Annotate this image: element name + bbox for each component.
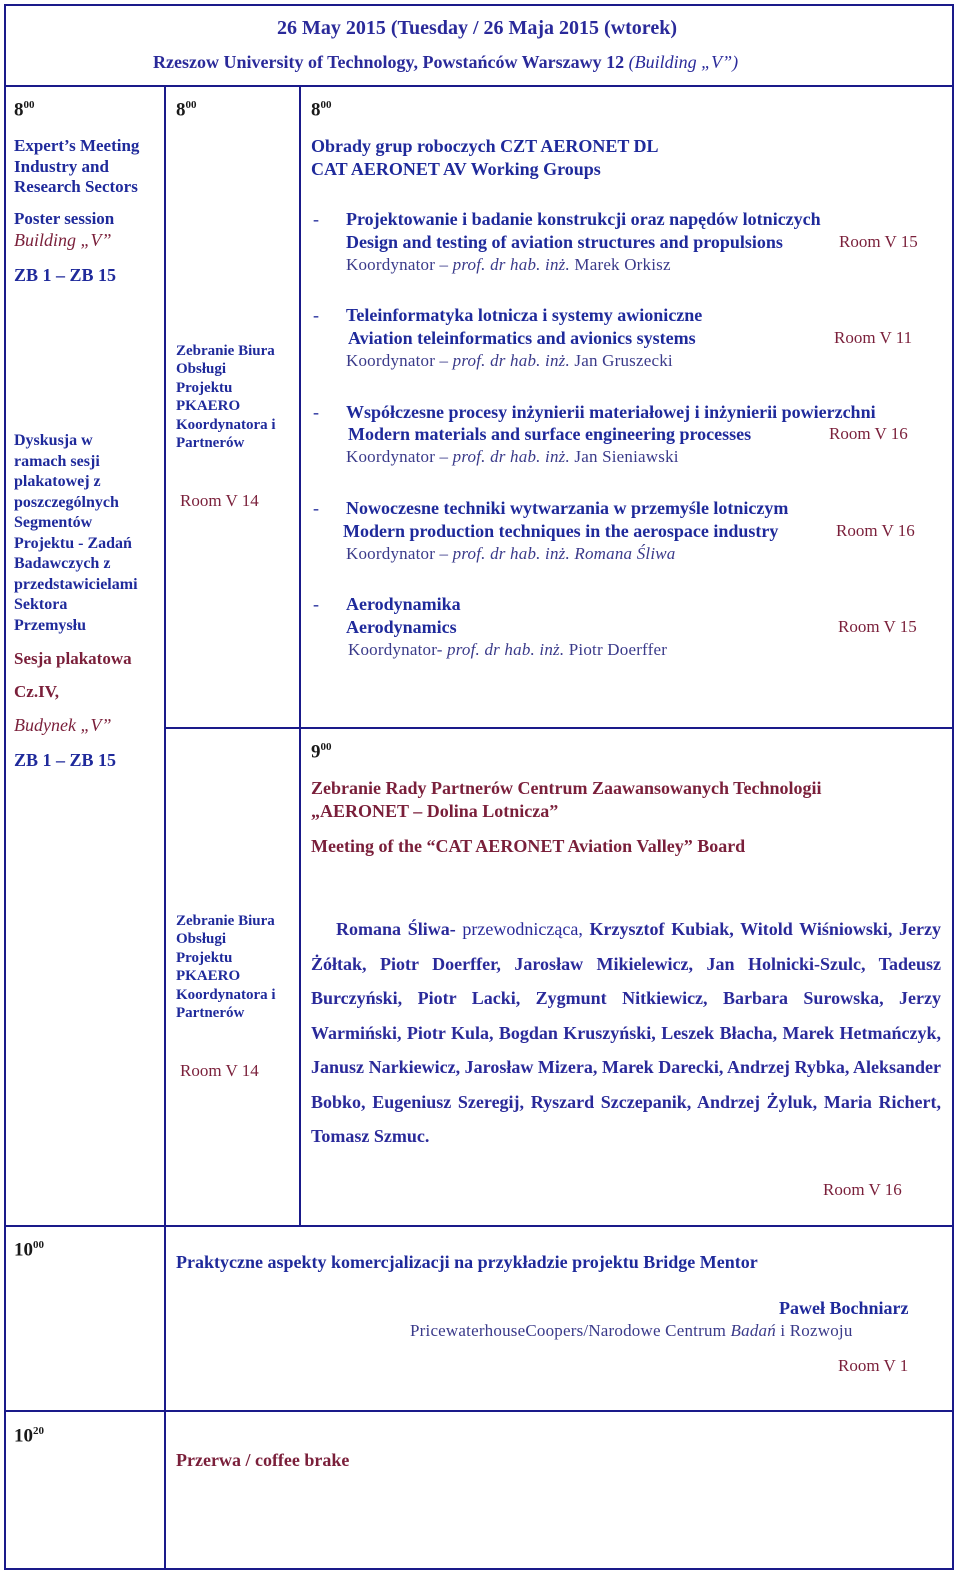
zb-range-1: ZB 1 – ZB 15 [14, 265, 117, 285]
group-1-dash: - [313, 209, 319, 229]
board-title-pl-2: „AERONET – Dolina Lotnicza” [311, 801, 559, 821]
group-1-title-en: Design and testing of aviation structures and propulsions [346, 232, 783, 252]
zebranie-biura-1: Zebranie Biura Obsługi Projektu PKAERO Koordynatora i Partnerów [176, 343, 276, 452]
board-members-list [311, 912, 941, 1154]
group-5-title-en: Aerodynamics [346, 617, 457, 637]
room-v14-1: Room V 14 [180, 491, 259, 510]
group-1-coordinator: Koordynator – prof. dr hab. inż. Marek Orkisz [346, 255, 671, 274]
group-4-dash: - [313, 498, 319, 518]
board-room: Room V 16 [823, 1180, 902, 1199]
group-5-title-pl: Aerodynamika [346, 594, 461, 614]
row-1020-divider [4, 1410, 954, 1412]
board-chair-name: Romana Śliwa- [336, 919, 456, 939]
group-4-title-pl: Nowoczesne techniki wytwarzania w przemyśle lotniczym [346, 498, 789, 518]
header-venue-building: (Building „V”) [628, 52, 739, 72]
board-title-en: Meeting of the “CAT AERONET Aviation Valley” Board [311, 836, 746, 856]
zebranie-biura-2: Zebranie Biura Obsługi Projektu PKAERO Koordynatora i Partnerów [176, 913, 276, 1022]
border-left [4, 4, 6, 1570]
time-800-right: $8^{00}$ [311, 99, 332, 121]
time-1000: $10^{00}$ [14, 1239, 44, 1261]
group-3-title-en: Modern materials and surface engineering processes [348, 424, 752, 444]
group-3-title-pl: Współczesne procesy inżynierii materiałowej i inżynierii powierzchni [346, 402, 876, 422]
dyskusja-label: Dyskusja w ramach sesji plakatowej z poszczególnych Segmentów Projektu - Zadań Badawczych z przedstawicielami Sektora Przemysłu [14, 432, 138, 634]
group-2-title-en: Aviation teleinformatics and avionics systems [348, 328, 696, 348]
time-800-mid: $8^{00}$ [176, 99, 197, 121]
col2-divider [299, 85, 301, 1227]
group-3-coordinator: Koordynator – prof. dr hab. inż. Jan Sieniawski [346, 447, 679, 466]
col1-divider [164, 85, 166, 1570]
budynek-v-label: Budynek „V” [14, 715, 112, 735]
board-members-text: Krzysztof Kubiak, Witold Wiśniowski, Jerzy Żółtak, Piotr Doerffer, Jarosław Mikielewicz, Jan Holnicki-Szulc, Tadeusz Burczyński, Piotr Lacki, Zygmunt Nitkiewicz, Barbara Surowska, Jerzy Warmiński, Piotr Kula, Bogdan Kruszyński, Leszek Błacha, Marek Hetmańczyk, Janusz Narkiewicz, Jarosław Mizera, Marek Darecki, Andrzej Rybka, Aleksander Bobko, Eugeniusz Szeregij, Ryszard Szczepanik, Andrzej Żyluk, Maria Richert, Tomasz Szmuc. [311, 919, 942, 1146]
border-top [4, 4, 954, 6]
group-5-room: Room V 15 [838, 617, 917, 636]
group-5-dash: - [313, 594, 319, 614]
room-v14-2: Room V 14 [180, 1061, 259, 1080]
border-right [952, 4, 954, 1570]
header-divider [4, 85, 954, 87]
group-4-coordinator: Koordynator – prof. dr hab. inż. Romana Śliwa [346, 544, 676, 563]
group-2-dash: - [313, 305, 319, 325]
row-1000-divider [4, 1225, 954, 1227]
commercial-organisation: PricewaterhouseCoopers/Narodowe Centrum Badań i Rozwoju [410, 1321, 853, 1340]
group-4-room: Room V 16 [836, 521, 915, 540]
board-chair-role: przewodnicząca, [462, 919, 583, 939]
row-900-divider [164, 727, 954, 729]
poster-session-label: Poster session [14, 209, 115, 228]
group-3-dash: - [313, 402, 319, 422]
zb-range-2: ZB 1 – ZB 15 [14, 750, 117, 770]
header-venue-text: Rzeszow University of Technology, Powstańców Warszawy 12 [153, 52, 625, 72]
board-title-pl-1: Zebranie Rady Partnerów Centrum Zaawansowanych Technologii [311, 778, 822, 798]
working-groups-title-pl: Obrady grup roboczych CZT AERONET DL [311, 136, 659, 156]
expert-meeting-label: Expert’s Meeting Industry and Research Sectors [14, 136, 140, 196]
time-900: $9^{00}$ [311, 741, 332, 763]
header-venue [153, 53, 738, 71]
group-2-room: Room V 11 [834, 328, 913, 347]
group-1-room: Room V 15 [839, 232, 918, 251]
header-date: 26 May 2015 (Tuesday / 26 Maja 2015 (wtorek) [277, 17, 677, 39]
sesja-plakatowa-label: Sesja plakatowa [14, 649, 132, 668]
group-3-room: Room V 16 [829, 424, 908, 443]
working-groups-title-en: CAT AERONET AV Working Groups [311, 159, 601, 179]
group-4-title-en: Modern production techniques in the aerospace industry [343, 521, 779, 541]
group-2-coordinator: Koordynator – prof. dr hab. inż. Jan Gruszecki [346, 351, 673, 370]
time-800-left: $8^{00}$ [14, 99, 35, 121]
group-5-coordinator: Koordynator- prof. dr hab. inż. Piotr Doerffer [348, 640, 668, 659]
commercial-title: Praktyczne aspekty komercjalizacji na przykładzie projektu Bridge Mentor [176, 1252, 758, 1272]
commercial-room: Room V 1 [838, 1356, 909, 1375]
group-1-title-pl: Projektowanie i badanie konstrukcji oraz napędów lotniczych [346, 209, 821, 229]
cz-iv-label: Cz.IV, [14, 682, 60, 701]
time-1020: $10^{20}$ [14, 1425, 44, 1447]
coffee-break-label: Przerwa / coffee brake [176, 1450, 350, 1470]
group-2-title-pl: Teleinformatyka lotnicza i systemy awioniczne [346, 305, 703, 325]
border-bottom [4, 1568, 954, 1570]
commercial-speaker: Paweł Bochniarz [779, 1298, 909, 1318]
building-v-label: Building „V” [14, 230, 112, 250]
